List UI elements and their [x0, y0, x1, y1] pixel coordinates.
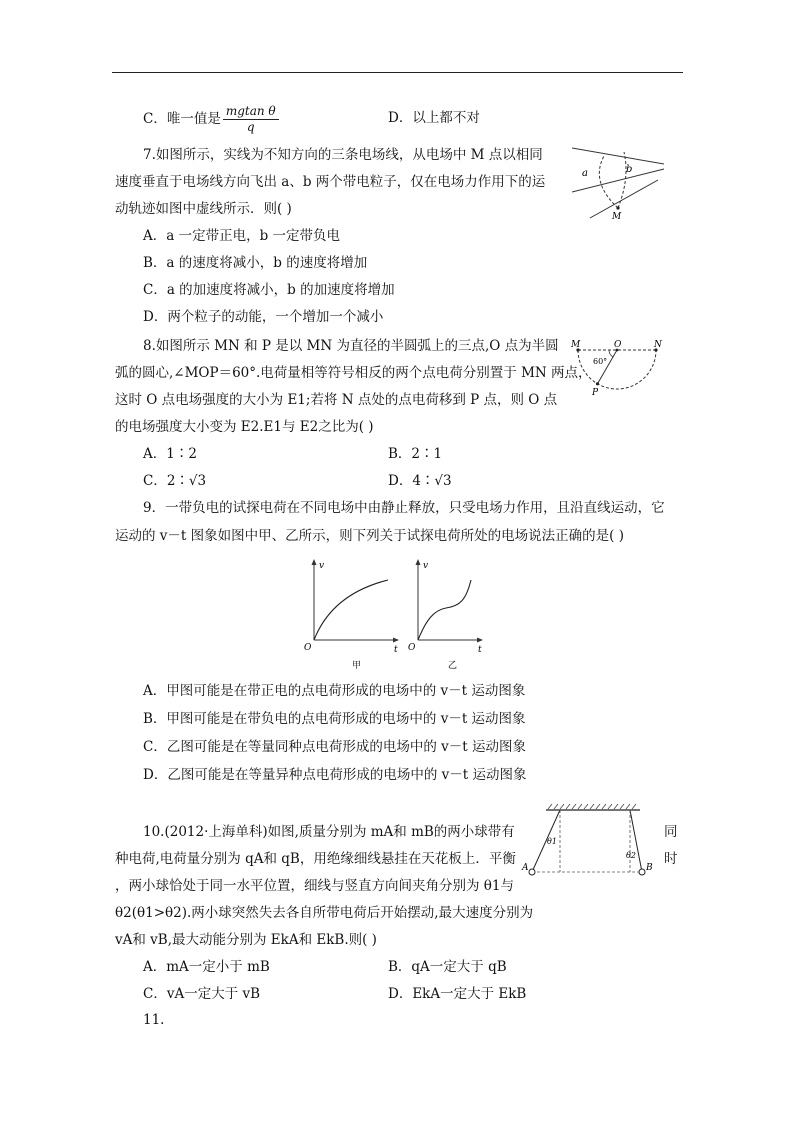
q7-label-b: b: [626, 164, 633, 175]
q9-right-origin: O: [408, 643, 416, 653]
q8-option-a: A．1∶2: [143, 446, 197, 462]
q10-stem-line-3: ，两小球恰处于同一水平位置，细线与竖直方向间夹角分别为 θ1与: [115, 878, 515, 894]
header-rule: [112, 72, 683, 73]
q6-fraction-numerator: mgtan θ: [223, 104, 279, 120]
q10-label-a: A: [522, 863, 529, 873]
q7-trajectory-a: [599, 156, 618, 208]
q11-label: 11.: [143, 1012, 165, 1028]
q7-label-m: M: [612, 212, 622, 222]
q6-fraction-denominator: q: [246, 120, 255, 134]
q9-left-t-arrow: [393, 638, 399, 643]
q8-semicircle-figure: [568, 337, 668, 401]
q7-field-lines-figure: [572, 142, 668, 222]
q6-option-c-prefix: C．唯一值是: [143, 111, 221, 127]
q9-stem-line-2: 运动的 v－t 图象如图中甲、乙所示，则下列关于试探电荷所处的电场说法正确的是( ): [115, 528, 624, 544]
q7-option-b: B．a 的速度将减小，b 的速度将增加: [143, 255, 368, 271]
q8-stem-line-4: 的电场强度大小变为 E2.E1与 E2之比为( ): [115, 419, 374, 435]
q10-pendulum-figure: [520, 800, 660, 882]
q7-field-line-top: [572, 148, 664, 164]
q8-label-o: O: [614, 340, 622, 350]
q9-left-t-label: t: [394, 645, 398, 655]
q9-left-v-label: v: [319, 561, 325, 571]
q10-option-b: B．qA一定大于 qB: [388, 959, 507, 975]
q10-option-d: D．EkA一定大于 EkB: [388, 986, 527, 1002]
q7-point-m: [616, 206, 619, 209]
q10-ball-b: [639, 869, 645, 875]
q8-stem-line-2: 弧的圆心,∠MOP＝60°.电荷量相等符号相反的两个点电荷分别置于 MN 两点，: [115, 365, 592, 381]
q8-angle-arc: [609, 350, 613, 357]
q9-right-caption: 乙: [448, 661, 458, 671]
q7-stem-line-3: 动轨迹如图中虚线所示．则( ): [115, 201, 292, 217]
q9-right-curve: [418, 580, 471, 640]
q10-stem-line-2-end: 时: [664, 851, 678, 867]
q9-right-v-arrow: [416, 559, 421, 565]
q10-ceiling-hatch: [548, 804, 636, 809]
q9-option-a: A．甲图可能是在带正电的点电荷形成的电场中的 v－t 运动图象: [143, 683, 526, 699]
q10-stem-line-5: vA和 vB,最大动能分别为 EkA和 EkB.则( ): [115, 932, 377, 948]
q9-left-caption: 甲: [352, 661, 362, 671]
q8-option-c: C．2∶√3: [143, 473, 207, 489]
q8-stem-line-3: 这时 O 点电场强度的大小为 E1;若将 N 点处的点电荷移到 P 点，则 O 点: [115, 392, 558, 408]
q9-left-curve: [314, 580, 388, 640]
q9-option-d: D．乙图可能是在等量异种点电荷形成的电场中的 v－t 运动图象: [143, 767, 527, 783]
q8-label-m: M: [571, 340, 581, 350]
q9-left-v-arrow: [312, 559, 317, 565]
q8-radius-op: [598, 350, 618, 384]
q7-field-line-bottom: [590, 180, 658, 218]
q9-stem-line-1: 9．一带负电的试探电荷在不同电场中由静止释放，只受电场力作用，且沿直线运动，它: [143, 500, 665, 516]
q8-option-b: B．2∶1: [388, 446, 443, 462]
q8-stem-line-1: 8.如图所示 MN 和 P 是以 MN 为直径的半圆弧上的三点,O 点为半圆: [143, 338, 559, 354]
q9-right-t-label: t: [478, 645, 482, 655]
q8-option-d: D．4∶√3: [388, 473, 452, 489]
q9-left-origin: O: [304, 643, 312, 653]
q7-label-a: a: [582, 168, 588, 179]
q9-right-v-label: v: [423, 561, 429, 571]
q7-option-d: D．两个粒子的动能，一个增加一个减小: [143, 309, 384, 325]
q10-option-c: C．vA一定大于 vB: [143, 986, 261, 1002]
q10-label-theta2: θ2: [626, 851, 636, 860]
q8-label-angle: 60°: [593, 357, 608, 366]
q10-stem-line-1-end: 同: [664, 824, 678, 840]
q10-option-a: A．mA一定小于 mB: [143, 959, 270, 975]
q8-semicircle-arc: [578, 350, 656, 389]
q10-label-b: B: [646, 863, 653, 873]
q7-stem-line-2: 速度垂直于电场线方向飞出 a、b 两个带电粒子，仅在电场力作用下的运: [115, 174, 546, 190]
q9-option-c: C．乙图可能是在等量同种点电荷形成的电场中的 v－t 运动图象: [143, 739, 526, 755]
q10-stem-line-1: 10.(2012·上海单科)如图,质量分别为 mA和 mB的两小球带有: [143, 824, 515, 840]
q10-stem-line-4: θ2(θ1>θ2).两小球突然失去各自所带电荷后开始摆动,最大速度分别为: [115, 905, 534, 921]
q9-right-t-arrow: [477, 638, 483, 643]
q6-option-c: [143, 104, 279, 135]
q8-label-n: N: [654, 340, 662, 350]
q10-stem-line-2: 种电荷,电荷量分别为 qA和 qB，用绝缘细线悬挂在天花板上．平衡: [115, 851, 516, 867]
q7-option-c: C．a 的加速度将减小，b 的加速度将增加: [143, 282, 395, 298]
q7-option-a: A．a 一定带正电，b 一定带负电: [143, 228, 341, 244]
q6-option-c-fraction: [223, 104, 279, 135]
q8-point-p: [596, 382, 599, 385]
q6-option-d: D．以上都不对: [388, 110, 480, 126]
q8-label-p: P: [592, 388, 599, 398]
q7-stem-line-1: 7.如图所示，实线为不知方向的三条电场线，从电场中 M 点以相同: [143, 147, 543, 163]
q10-string-b: [630, 810, 642, 872]
q10-ball-a: [529, 869, 535, 875]
q9-vt-graphs: [296, 556, 486, 676]
q9-option-b: B．甲图可能是在带负电的点电荷形成的电场中的 v－t 运动图象: [143, 711, 526, 727]
q10-label-theta1: θ1: [547, 837, 557, 846]
